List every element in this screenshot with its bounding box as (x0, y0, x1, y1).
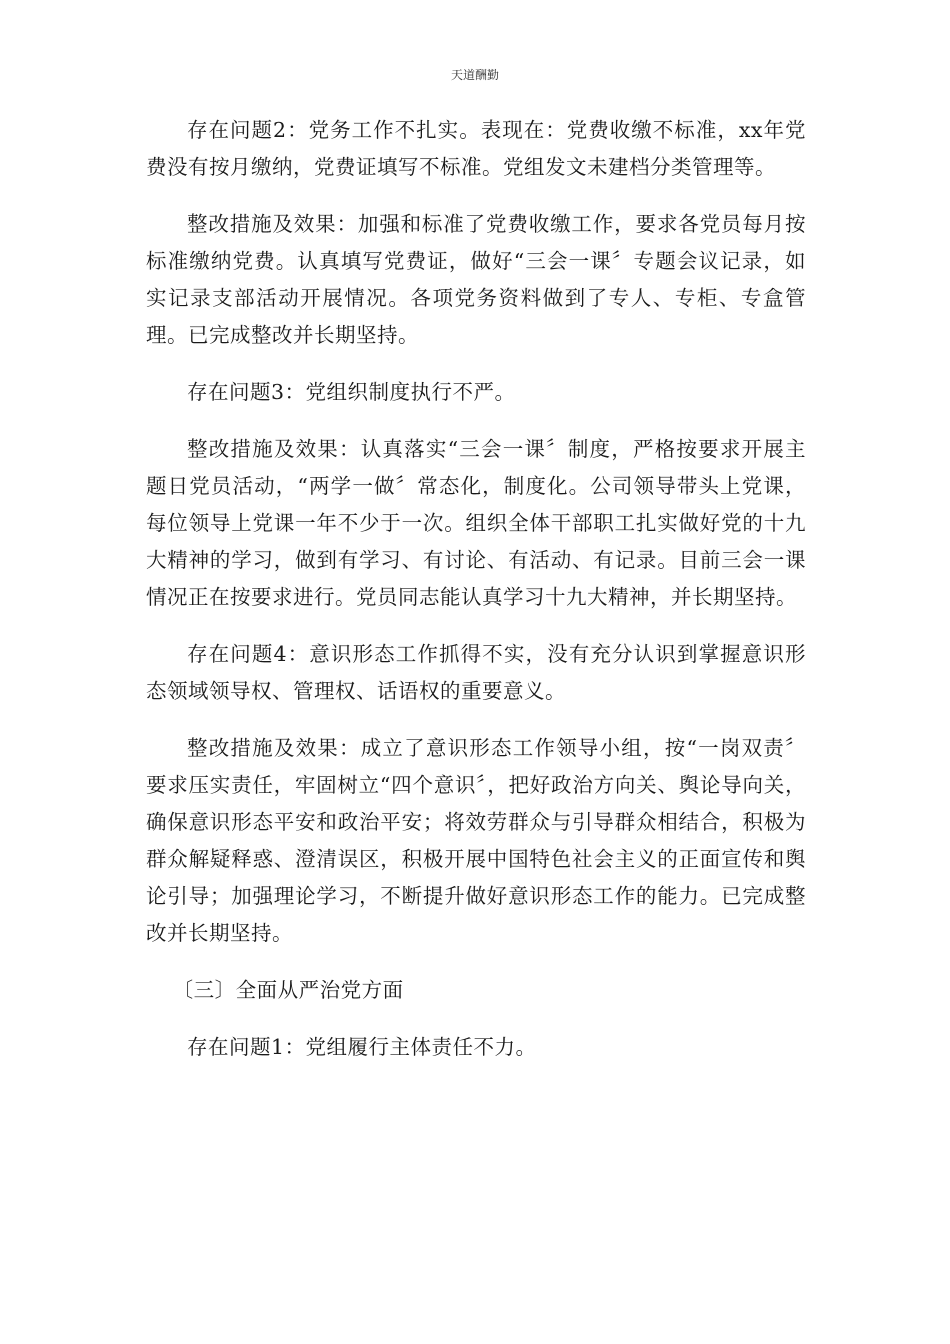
paragraph-issue-1: 存在问题1：党组履行主体责任不力。 (187, 1035, 537, 1059)
paragraph-issue-4: 存在问题4：意识形态工作抓得不实，没有充分认识到掌握意识形态领域领导权、管理权、话语权的重要意义。 (146, 642, 806, 703)
paragraph-issue-3: 存在问题3：党组织制度执行不严。 (187, 380, 516, 404)
document-body (146, 112, 806, 1086)
page-header: 天道酬勤 (450, 68, 499, 82)
paragraph-issue-2: 存在问题2：党务工作不扎实。表现在：党费收缴不标准，xx年党费没有按月缴纳，党费证填写不标准。党组发文未建档分类管理等。 (146, 118, 806, 179)
section-heading: 〔三〕全面从严治党方面 (172, 978, 404, 1002)
paragraph-measures-3: 整改措施及效果：认真落实“三会一课〞制度，严格按要求开展主题日党员活动，“两学一做〞常态化，制度化。公司领导带头上党课，每位领导上党课一年不少于一次。组织全体干部职工扎实做好党的十九大精神的学习，做到有学习、有讨论、有活动、有记录。目前三会一课情况正在按要求进行。党员同志能认真学习十九大精神，并长期坚持。 (146, 437, 806, 609)
paragraph-measures-2: 整改措施及效果：加强和标准了党费收缴工作，要求各党员每月按标准缴纳党费。认真填写党费证，做好“三会一课〞专题会议记录，如实记录支部活动开展情况。各项党务资料做到了专人、专柜、专盒管理。已完成整改并长期坚持。 (146, 212, 806, 347)
paragraph-measures-4: 整改措施及效果：成立了意识形态工作领导小组，按“一岗双责〞要求压实责任，牢固树立“四个意识〞，把好政治方向关、舆论导向关，确保意识形态平安和政治平安；将效劳群众与引导群众相结合，积极为群众解疑释惑、澄清误区，积极开展中国特色社会主义的正面宣传和舆论引导；加强理论学习，不断提升做好意识形态工作的能力。已完成整改并长期坚持。 (146, 736, 806, 945)
